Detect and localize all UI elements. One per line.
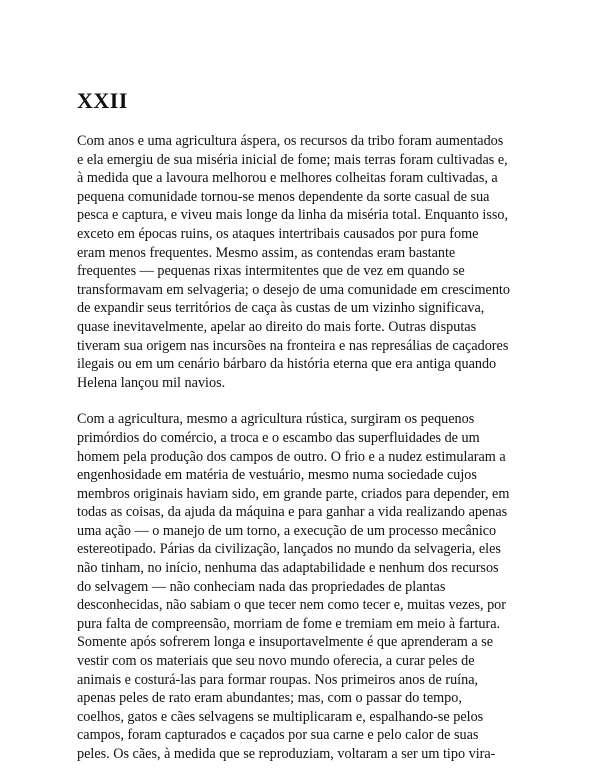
paragraph-line: todas as coisas, da ajuda da máquina e para ganhar a vida realizando apenas — [77, 504, 508, 521]
paragraph-line: ilegais ou em um cenário bárbaro da história eterna que era antiga quando — [77, 356, 497, 373]
chapter-title: XXII — [77, 88, 128, 113]
paragraph-line: pura falta de compreensão, morriam de fome e tremiam em meio à fartura. — [77, 615, 501, 632]
paragraph-line: à medida que a lavoura melhorou e melhores colheitas foram cultivadas, a — [77, 170, 498, 187]
paragraph-line: homem pela produção dos campos de outro. O frio e a nudez estimularam a — [77, 448, 506, 465]
paragraph-1 — [77, 132, 537, 392]
paragraph-line: uma ação — o manejo de um torno, a execução de um processo mecânico — [77, 522, 497, 539]
paragraph-line: frequentes — pequenas rixas intermitentes que de vez em quando se — [77, 263, 465, 280]
paragraph-line: Somente após sofrerem longa e insuportavelmente é que aprenderam a se — [77, 634, 494, 651]
paragraph-line: de expandir seus territórios de caça às custas de um vizinho significava, — [77, 300, 485, 317]
paragraph-line: pequena comunidade tornou-se menos dependente da sorte casual de sua — [77, 188, 490, 205]
paragraph-line: apenas peles de rato eram abundantes; mas, com o passar do tempo, — [77, 690, 462, 707]
paragraph-line: e ela emergiu de sua miséria inicial de fome; mais terras foram cultivadas e, — [77, 151, 508, 168]
paragraph-line: coelhos, gatos e cães selvagens se multiplicaram e, espalhando-se pelos — [77, 708, 484, 725]
paragraph-line: desconhecidas, não sabiam o que tecer nem como tecer e, muitas vezes, por — [77, 597, 506, 614]
paragraph-line: primórdios do comércio, a troca e o escambo das superfluidades de um — [77, 429, 480, 446]
paragraph-line: campos, foram capturados e caçados por sua carne e pelo calor de suas — [77, 727, 479, 744]
paragraph-line: pesca e captura, e viveu mais longe da linha da miséria total. Enquanto isso, — [77, 207, 509, 224]
paragraph-line: peles. Os cães, à medida que se reproduziam, voltaram a ser um tipo vira- — [77, 746, 496, 762]
paragraph-line: vestir com os materiais que seu novo mundo oferecia, a curar peles de — [77, 653, 475, 670]
paragraph-line: exceto em épocas ruins, os ataques intertribais causados por pura fome — [77, 225, 479, 242]
paragraph-line: Helena lançou mil navios. — [77, 374, 226, 391]
paragraph-line: não tinham, no início, nenhuma das adaptabilidade e nenhum dos recursos — [77, 560, 499, 577]
document-page — [77, 88, 537, 764]
paragraph-line: eram menos frequentes. Mesmo assim, as contendas eram bastante — [77, 244, 456, 261]
paragraph-line: membros originais haviam sido, em grande parte, criados para depender, em — [77, 485, 510, 502]
paragraph-line: tiveram sua origem nas incursões na fronteira e nas represálias de caçadores — [77, 337, 509, 354]
paragraph-2 — [77, 410, 537, 763]
paragraph-line: do selvagem — não conheciam nada das propriedades de plantas — [77, 578, 446, 595]
paragraph-line: engenhosidade em matéria de vestuário, mesmo numa sociedade cujos — [77, 467, 477, 484]
paragraph-line: transformavam em selvageria; o desejo de uma comunidade em crescimento — [77, 281, 510, 298]
paragraph-line: animais e costurá-las para formar roupas. Nos primeiros anos de ruína, — [77, 671, 479, 688]
paragraph-spacer — [77, 392, 537, 410]
paragraph-line: Com a agricultura, mesmo a agricultura rústica, surgiram os pequenos — [77, 411, 475, 428]
paragraph-line: estereotipado. Párias da civilização, lançados no mundo da selvageria, eles — [77, 541, 501, 558]
paragraph-line: quase inevitavelmente, apelar ao direito do mais forte. Outras disputas — [77, 318, 477, 335]
paragraph-line: Com anos e uma agricultura áspera, os recursos da tribo foram aumentados — [77, 133, 504, 149]
